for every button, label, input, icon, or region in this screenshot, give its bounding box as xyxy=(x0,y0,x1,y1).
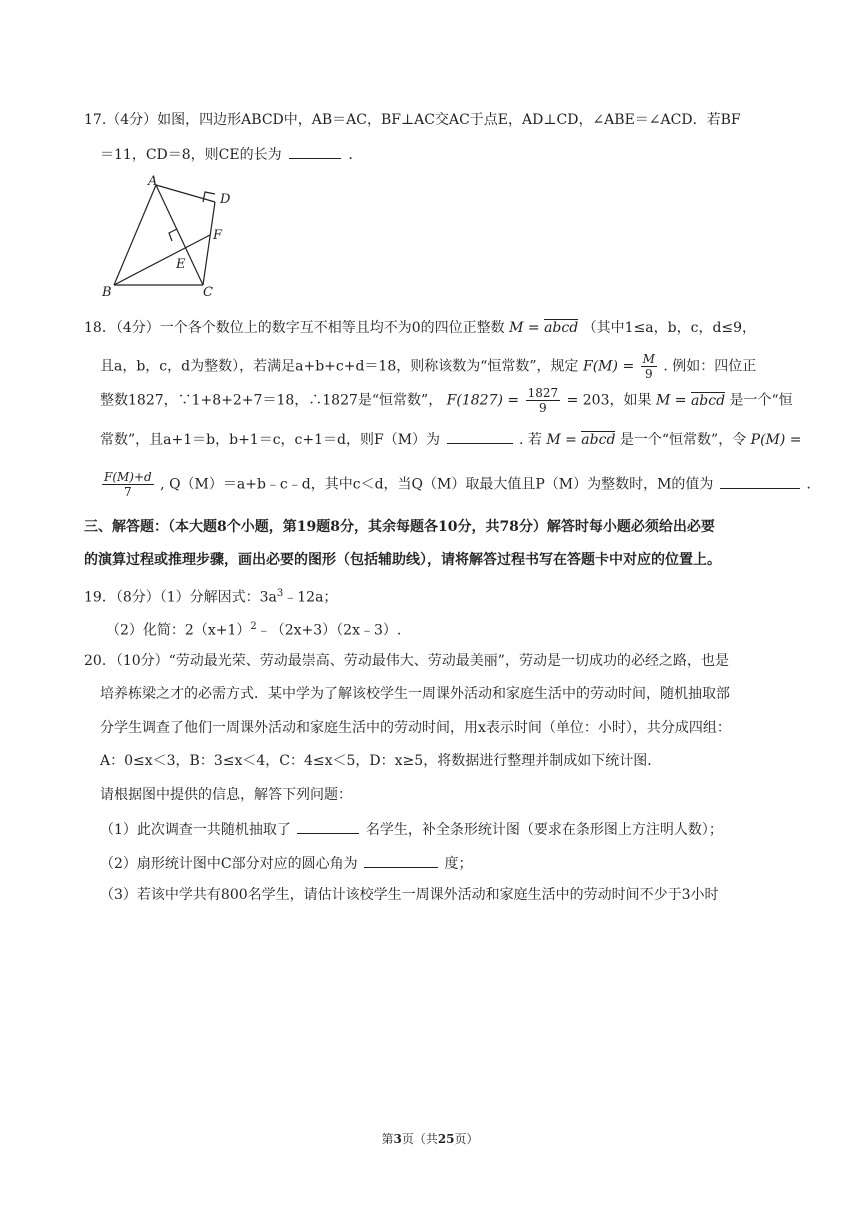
q20-part3: （3）若该中学共有800名学生，请估计该校学生一周课外活动和家庭生活中的劳动时间不少于3小时 xyxy=(100,887,719,903)
q18-line3 xyxy=(100,386,793,415)
q17-line2 xyxy=(100,143,363,165)
footer-total-pages: 25 xyxy=(437,1132,455,1146)
label-e: E xyxy=(176,257,186,272)
label-b: B xyxy=(102,285,112,300)
q20-angle-answer-blank[interactable] xyxy=(364,852,438,868)
q18-line1-end: （其中1≤a，b，c，d≤9， xyxy=(582,320,757,336)
q18-fraction-m-9 xyxy=(641,352,657,381)
q19-exponent-2: 2 xyxy=(250,621,257,632)
q18-frac2-num: 1827 xyxy=(527,386,559,400)
q18-line2-text: 且a，b，c，d为整数），若满足a+b+c+d＝18，则称该数为“恒常数”，规定 xyxy=(100,358,579,375)
q20-part2-text: （2）扇形统计图中C部分对应的圆心角为 xyxy=(100,856,358,872)
q18-f1827: F(1827) xyxy=(446,392,503,409)
footer-prefix: 第 xyxy=(381,1132,394,1146)
q17-line2-end: ． xyxy=(348,147,363,163)
q18-fraction-1827-9 xyxy=(526,386,561,415)
label-c: C xyxy=(203,285,213,300)
q18-m-var2: M xyxy=(655,392,671,409)
q18-fm: F(M) xyxy=(583,358,618,375)
q18-eq4: = xyxy=(674,392,687,409)
q18-line1 xyxy=(84,318,756,338)
label-a: A xyxy=(148,174,158,189)
q18-line1-text: 18．（4分）一个各个数位上的数字互不相等且均不为0的四位正整数 xyxy=(84,320,505,336)
q20-line1: 20．（10分）“劳动最光荣、劳动最崇高、劳动最伟大、劳动最美丽”，劳动是一切成功的必经之路，也是 xyxy=(84,653,729,669)
right-angle-mark-e xyxy=(169,229,177,241)
q18-frac3-num: F(M)+d xyxy=(104,470,152,484)
segment-ad xyxy=(156,185,215,202)
q18-line5-end: . xyxy=(806,476,811,493)
q18-frac-num: M xyxy=(642,352,655,366)
q18-line4-mid2: 是一个“恒常数”，令 xyxy=(619,432,747,448)
q19-exponent-3: 3 xyxy=(276,588,284,599)
q18-m-var: M xyxy=(509,320,524,336)
q19-line2 xyxy=(106,617,401,641)
q18-line2 xyxy=(100,352,756,381)
label-f: F xyxy=(213,228,223,243)
segment-ab xyxy=(114,185,156,285)
q18-pm: P(M) xyxy=(750,432,786,448)
q18-eq3: = xyxy=(507,392,520,409)
footer-middle: 页（共 xyxy=(401,1132,438,1146)
q18-eq2: = xyxy=(622,358,635,375)
q18-line5 xyxy=(100,470,811,499)
q18-abcd-overline2: abcd xyxy=(690,392,726,409)
q18-abcd-overline3: abcd xyxy=(581,432,616,448)
q20-part1-end: 名学生，补全条形统计图（要求在条形图上方注明人数）； xyxy=(365,822,723,838)
q20-line2: 培养栋梁之才的必需方式．某中学为了解该校学生一周课外活动和家庭生活中的劳动时间，随机抽取部 xyxy=(100,686,730,702)
segment-bf xyxy=(114,235,210,285)
q19-part1-end: ﹣12a； xyxy=(283,589,338,606)
footer-suffix: 页） xyxy=(454,1132,479,1146)
segment-dc xyxy=(203,202,215,285)
q18-frac-den: 9 xyxy=(644,367,653,381)
q20-count-answer-blank[interactable] xyxy=(297,818,359,834)
q20-line5: 请根据图中提供的信息，解答下列问题： xyxy=(100,787,352,803)
q17-answer-blank[interactable] xyxy=(289,143,341,159)
q18-line5-text: , Q（M）＝a+b﹣c﹣d，其中c＜d，当Q（M）取最大值且P（M）为整数时，M的值为 xyxy=(160,476,714,493)
q20-part2-end: 度； xyxy=(444,856,473,872)
q18-m-var3: M xyxy=(546,432,561,448)
q19-part2-end: ﹣（2x+3）（2x﹣3）. xyxy=(256,622,402,639)
q18-line4-text: 常数”，且a+1＝b，b+1＝c，c+1＝d，则F（M）为 xyxy=(100,432,441,448)
q17-line2-text: ＝11，CD＝8，则CE的长为 xyxy=(100,147,282,163)
q18-fm-answer-blank[interactable] xyxy=(447,428,513,444)
q18-eq: = xyxy=(527,320,540,336)
q17-geometry-figure xyxy=(96,172,236,300)
q18-fraction-fmd-7 xyxy=(102,470,154,499)
q18-eq6: = xyxy=(789,432,802,448)
q18-line3-end: 是一个“恒 xyxy=(729,392,793,409)
q18-line3-mid: = 203，如果 xyxy=(566,392,652,409)
q19-part2-text: （2）化简：2（x+1） xyxy=(106,622,251,639)
q18-eq5: = xyxy=(565,432,577,448)
q18-line2-end: . 例如：四位正 xyxy=(663,358,757,375)
q20-line4: A：0≤x＜3，B：3≤x＜4，C：4≤x＜5，D：x≥5，将数据进行整理并制成如下统计图． xyxy=(100,753,662,769)
section3-instructions-line1: 三、解答题：（本大题8个小题，第19题8分，其余每题各10分，共78分）解答时每小题必须给出必要 xyxy=(84,519,715,535)
q20-line3: 分学生调查了他们一周课外活动和家庭生活中的劳动时间，用x表示时间（单位：小时），共分成四组： xyxy=(100,720,731,736)
q20-part2 xyxy=(100,852,473,874)
q18-m-answer-blank[interactable] xyxy=(720,473,800,489)
label-d: D xyxy=(220,192,231,207)
q18-line4 xyxy=(100,428,802,450)
q18-frac3-den: 7 xyxy=(124,485,132,499)
q19-part1-text: 19．（8分）（1）分解因式：3a xyxy=(84,589,277,606)
footer-page-number: 3 xyxy=(393,1132,402,1146)
q19-line1 xyxy=(84,584,337,608)
q17-line1: 17.（4分）如图，四边形ABCD中，AB＝AC，BF⊥AC交AC于点E，AD⊥CD，∠ABE＝∠ACD．若BF xyxy=(84,112,741,128)
q20-part1-text: （1）此次调查一共随机抽取了 xyxy=(100,822,291,838)
q18-frac2-den: 9 xyxy=(539,401,547,415)
q18-abcd-overline: abcd xyxy=(544,320,579,336)
q18-line3-text: 整数1827，∵1+8+2+7＝18，∴1827是“恒常数”， xyxy=(100,392,443,409)
section3-instructions-line2: 的演算过程或推理步骤，画出必要的图形（包括辅助线），请将解答过程书写在答题卡中对应的位置上。 xyxy=(84,552,721,568)
page-footer xyxy=(0,1130,860,1147)
q18-line4-mid: . 若 xyxy=(518,432,542,448)
q20-part1 xyxy=(100,818,723,840)
